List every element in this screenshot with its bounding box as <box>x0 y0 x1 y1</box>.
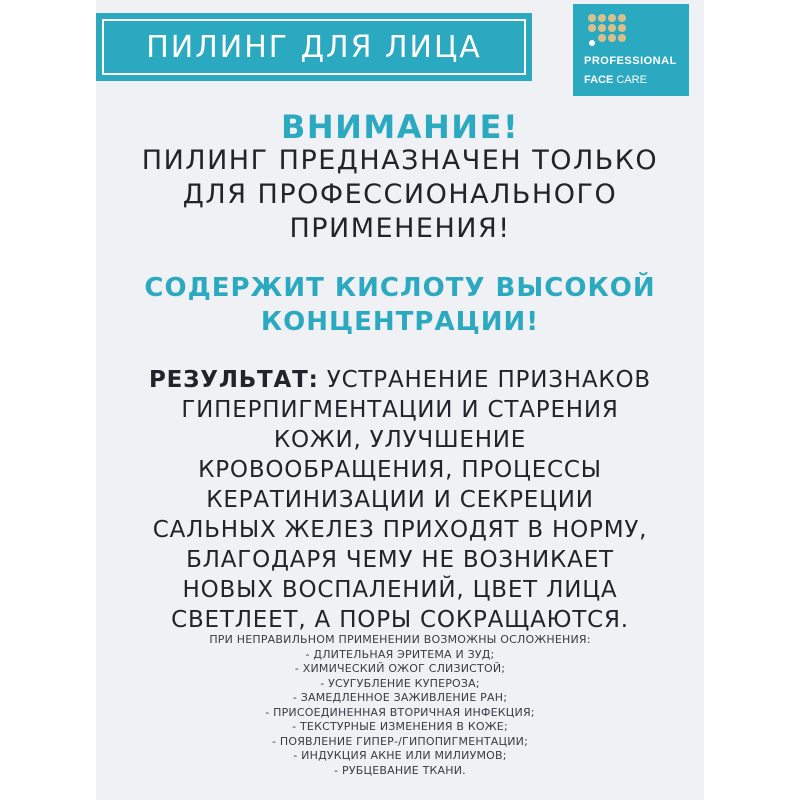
logo-text-professional: PROFESSIONAL <box>584 55 677 67</box>
warning-line: ПРИМЕНЕНИЯ! <box>289 213 511 244</box>
complication-item: - ТЕКСТУРНЫЕ ИЗМЕНЕНИЯ В КОЖЕ; <box>292 720 508 733</box>
result-line: САЛЬНЫХ ЖЕЛЕЗ ПРИХОДЯТ В НОРМУ, <box>152 517 648 543</box>
warning-heading: ВНИМАНИЕ! <box>280 108 520 146</box>
professional-use-warning <box>96 144 704 246</box>
result-line: БЛАГОДАРЯ ЧЕМУ НЕ ВОЗНИКАЕТ <box>186 547 614 573</box>
result-first-line-text: УСТРАНЕНИЕ ПРИЗНАКОВ <box>318 367 652 393</box>
complication-item: - УСУГУБЛЕНИЕ КУПЕРОЗА; <box>320 676 480 690</box>
title-banner <box>96 13 532 81</box>
result-first-line <box>96 365 704 395</box>
banner-title: ПИЛИНГ ДЛЯ ЛИЦА <box>102 19 526 75</box>
complication-item: - ДЛИТЕЛЬНАЯ ЭРИТЕМА И ЗУД; <box>305 647 495 661</box>
warning-line: ДЛЯ ПРОФЕССИОНАЛЬНОГО <box>182 179 618 210</box>
brand-logo <box>573 4 689 96</box>
result-line: КЕРАТИНИЗАЦИИ И СЕКРЕЦИИ <box>206 487 594 513</box>
acid-line: СОДЕРЖИТ КИСЛОТУ ВЫСОКОЙ <box>144 273 656 303</box>
complication-item: - ИНДУКЦИЯ АКНЕ ИЛИ МИЛИУМОВ; <box>293 749 507 762</box>
logo-text-facecare <box>584 74 647 86</box>
complication-item: - ПОЯВЛЕНИЕ ГИПЕР-/ГИПОПИГМЕНТАЦИИ; <box>272 734 528 748</box>
logo-dots-icon <box>587 13 627 51</box>
complication-item: - ПРИСОЕДИНЕННАЯ ВТОРИЧНАЯ ИНФЕКЦИЯ; <box>265 705 535 719</box>
result-label: РЕЗУЛЬТАТ: <box>148 367 319 393</box>
complication-item: - ЗАМЕДЛЕННОЕ ЗАЖИВЛЕНИЕ РАН; <box>292 691 508 704</box>
complication-item: - РУБЦЕВАНИЕ ТКАНИ. <box>334 763 466 777</box>
warning-line: ПИЛИНГ ПРЕДНАЗНАЧЕН ТОЛЬКО <box>141 145 659 176</box>
result-description <box>96 365 704 635</box>
result-line: КОЖИ, УЛУЧШЕНИЕ <box>273 427 527 453</box>
complications-list <box>96 633 704 778</box>
acid-line: КОНЦЕНТРАЦИИ! <box>260 307 540 337</box>
acid-concentration-warning <box>96 271 704 339</box>
result-line: ГИПЕРПИГМЕНТАЦИИ И СТАРЕНИЯ <box>181 397 619 423</box>
logo-text-care: CARE <box>616 74 647 86</box>
logo-text-face: FACE <box>584 74 614 86</box>
result-line: КРОВООБРАЩЕНИЯ, ПРОЦЕССЫ <box>198 457 602 483</box>
result-line: НОВЫХ ВОСПАЛЕНИЙ, ЦВЕТ ЛИЦА <box>182 577 618 603</box>
result-line: СВЕТЛЕЕТ, А ПОРЫ СОКРАЩАЮТСЯ. <box>171 607 629 633</box>
complications-heading: ПРИ НЕПРАВИЛЬНОМ ПРИМЕНЕНИИ ВОЗМОЖНЫ ОСЛОЖНЕНИЯ: <box>209 633 591 646</box>
complication-item: - ХИМИЧЕСКИЙ ОЖОГ СЛИЗИСТОЙ; <box>294 662 506 675</box>
